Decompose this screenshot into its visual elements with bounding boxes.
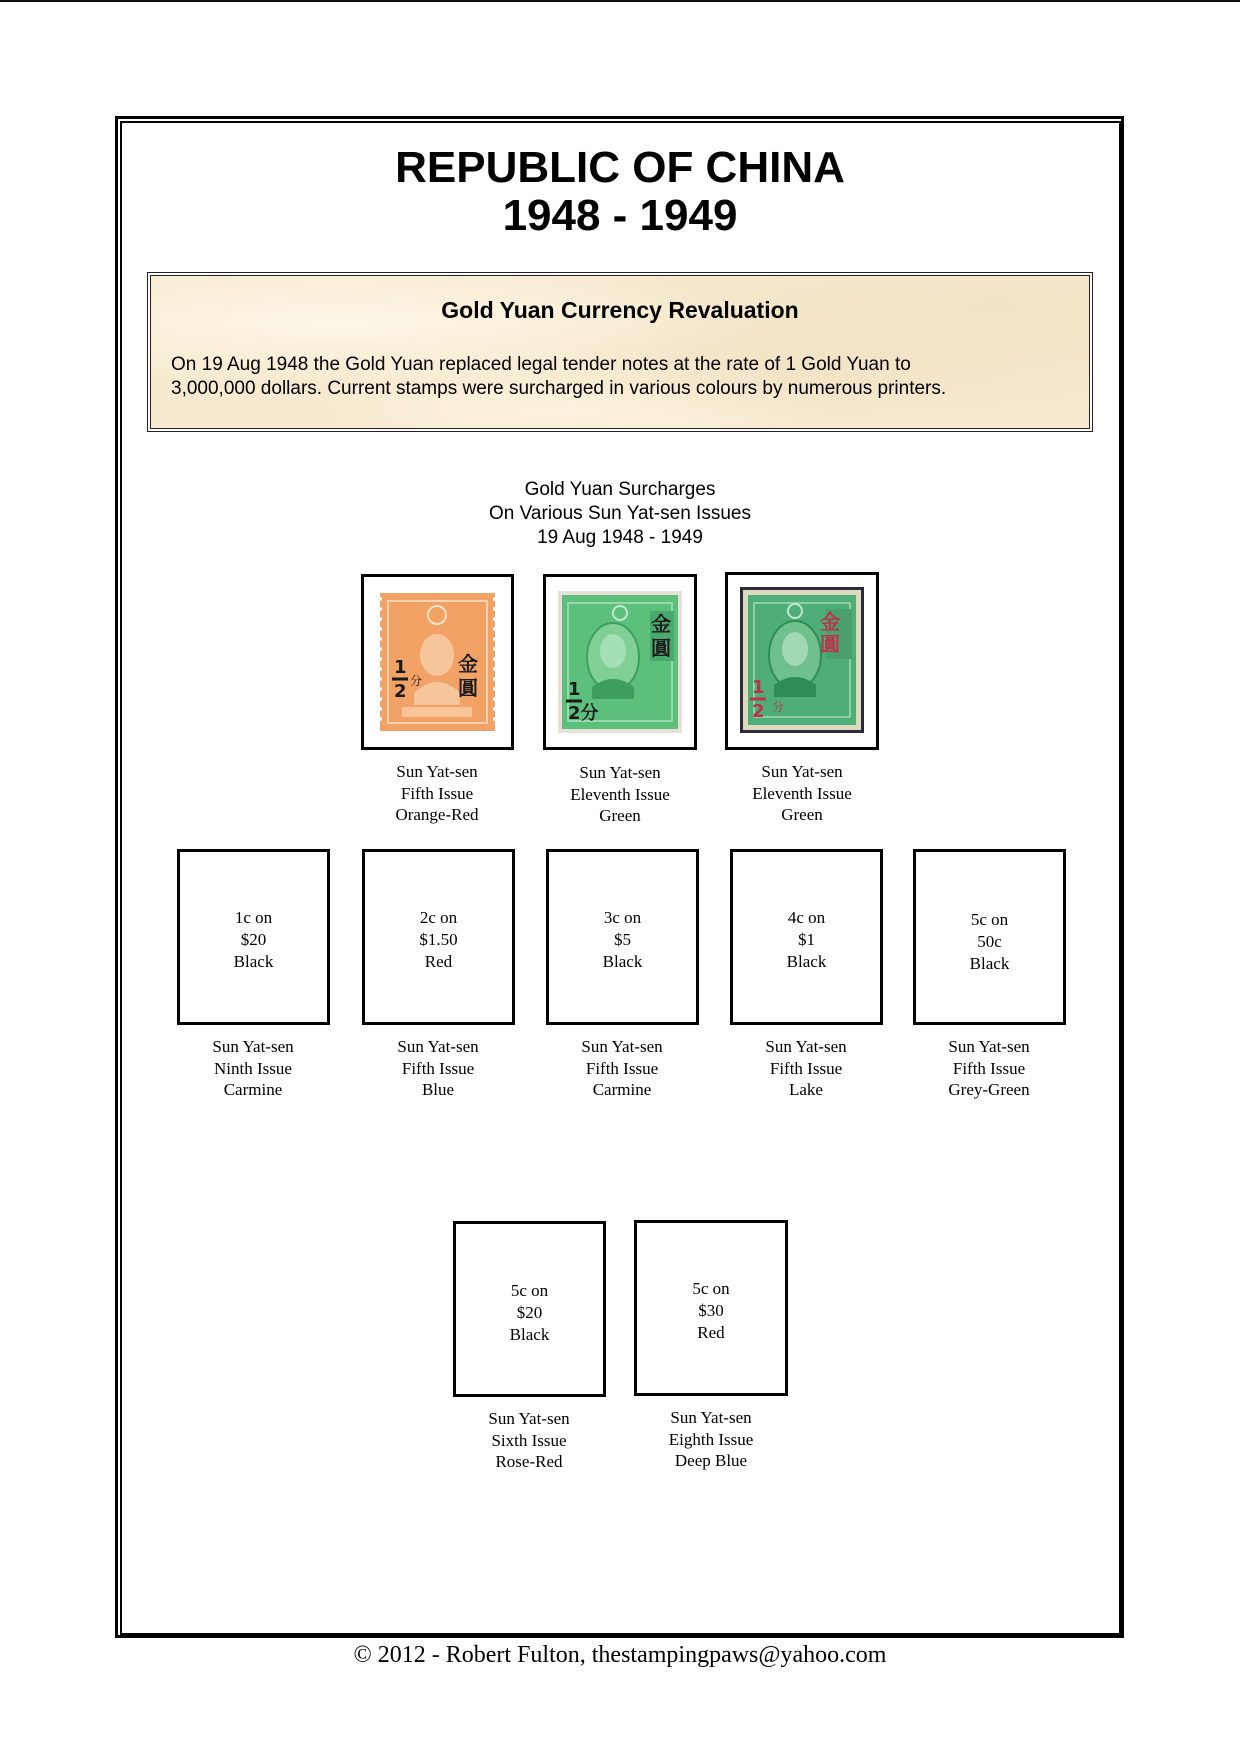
caption-color: Blue	[421, 1080, 455, 1099]
caption-issue: Sixth Issue	[491, 1430, 567, 1450]
stamp-space-description	[180, 907, 327, 973]
caption-design: Sun Yat-sen	[761, 762, 843, 781]
svg-text:1: 1	[752, 677, 765, 698]
page-title: REPUBLIC OF CHINA	[395, 143, 845, 192]
caption-design: Sun Yat-sen	[948, 1037, 1030, 1056]
surcharge-color: Red	[697, 1323, 725, 1342]
surcharge-color: Black	[233, 952, 274, 971]
stamp-illustration-icon	[740, 587, 864, 733]
page-date-range: 1948 - 1949	[502, 191, 738, 240]
stamp-caption	[712, 761, 892, 826]
stamp-space-description	[637, 1278, 785, 1344]
caption-design: Sun Yat-sen	[765, 1037, 847, 1056]
original-value: $30	[698, 1301, 724, 1320]
original-value: $5	[614, 930, 631, 949]
surcharge-color: Red	[424, 952, 453, 971]
caption-issue: Fifth Issue	[401, 1058, 475, 1078]
caption-design: Sun Yat-sen	[396, 762, 478, 781]
stamp-space-description	[456, 1280, 603, 1346]
caption-color: Carmine	[223, 1080, 283, 1099]
stamp-caption	[532, 1036, 712, 1101]
info-box-heading: Gold Yuan Currency Revaluation	[441, 297, 799, 323]
stamp-image	[558, 591, 682, 733]
stamp-caption	[163, 1036, 343, 1101]
svg-text:1: 1	[568, 679, 581, 700]
top-edge-rule	[0, 0, 1240, 2]
caption-design: Sun Yat-sen	[579, 763, 661, 782]
svg-text:分: 分	[772, 700, 785, 714]
stamp-caption	[439, 1408, 619, 1473]
svg-text:圓: 圓	[458, 676, 478, 700]
stamp-caption	[530, 762, 710, 827]
caption-color: Rose-Red	[495, 1452, 563, 1471]
svg-text:2分: 2分	[568, 703, 599, 724]
stamp-caption	[716, 1036, 896, 1101]
original-value: $20	[240, 930, 267, 949]
caption-issue: Eighth Issue	[668, 1429, 754, 1449]
stamp-caption	[347, 761, 527, 826]
caption-color: Lake	[789, 1080, 823, 1099]
caption-issue: Fifth Issue	[585, 1058, 659, 1078]
original-value: 50c	[977, 932, 1002, 951]
svg-text:金: 金	[458, 652, 478, 676]
stamp-space-empty[interactable]	[546, 849, 699, 1025]
caption-issue: Eleventh Issue	[752, 783, 852, 803]
copyright-footer: © 2012 - Robert Fulton, thestampingpaws@yahoo.com	[353, 1642, 887, 1668]
stamp-space-description	[733, 907, 880, 973]
stamp-space-empty[interactable]	[362, 849, 515, 1025]
caption-issue: Ninth Issue	[214, 1058, 292, 1078]
surcharge-color: Black	[969, 954, 1010, 973]
caption-color: Deep Blue	[674, 1451, 748, 1470]
stamp-caption	[621, 1407, 801, 1472]
stamp-space-filled[interactable]	[361, 574, 514, 750]
caption-issue: Fifth Issue	[952, 1058, 1026, 1078]
info-box-text	[171, 353, 1069, 401]
surcharge-color: Black	[602, 952, 643, 971]
caption-design: Sun Yat-sen	[488, 1409, 570, 1428]
info-text-line: 3,000,000 dollars. Current stamps were surcharged in various colours by numerous printers.	[171, 378, 947, 399]
stamp-space-filled[interactable]	[543, 574, 697, 750]
svg-text:金: 金	[651, 612, 671, 636]
original-value: $1.50	[419, 930, 458, 949]
stamp-caption	[348, 1036, 528, 1101]
stamp-space-empty[interactable]	[634, 1220, 788, 1396]
caption-color: Carmine	[592, 1080, 652, 1099]
svg-text:分: 分	[410, 674, 423, 688]
svg-text:1: 1	[394, 657, 407, 678]
info-text-line: On 19 Aug 1948 the Gold Yuan replaced legal tender notes at the rate of 1 Gold Yuan to	[171, 354, 911, 375]
caption-design: Sun Yat-sen	[581, 1037, 663, 1056]
svg-text:圓: 圓	[651, 636, 671, 660]
caption-design: Sun Yat-sen	[212, 1037, 294, 1056]
surcharge-color: Black	[786, 952, 827, 971]
svg-text:圓: 圓	[820, 632, 840, 656]
section-heading	[0, 478, 1240, 550]
section-heading-line: 19 Aug 1948 - 1949	[537, 527, 703, 548]
surcharge-value: 5c on	[970, 910, 1009, 929]
svg-text:2: 2	[394, 681, 407, 702]
info-box	[147, 272, 1093, 432]
surcharge-value: 4c on	[787, 908, 826, 927]
stamp-space-description	[916, 909, 1063, 975]
stamp-image	[380, 593, 495, 731]
caption-color: Orange-Red	[395, 805, 479, 824]
caption-design: Sun Yat-sen	[670, 1408, 752, 1427]
surcharge-value: 1c on	[234, 908, 273, 927]
stamp-space-empty[interactable]	[730, 849, 883, 1025]
svg-text:金: 金	[820, 610, 840, 634]
stamp-image	[740, 587, 864, 733]
stamp-illustration-icon	[558, 591, 682, 733]
stamp-space-empty[interactable]	[913, 849, 1066, 1025]
surcharge-value: 2c on	[419, 908, 458, 927]
stamp-space-description	[365, 907, 512, 973]
section-heading-line: On Various Sun Yat-sen Issues	[489, 503, 751, 524]
surcharge-color: Black	[509, 1325, 550, 1344]
surcharge-value: 5c on	[510, 1281, 549, 1300]
svg-text:2: 2	[752, 701, 765, 722]
caption-issue: Fifth Issue	[769, 1058, 843, 1078]
stamp-space-filled[interactable]	[725, 572, 879, 750]
caption-color: Green	[781, 805, 823, 824]
section-heading-line: Gold Yuan Surcharges	[524, 479, 716, 500]
info-box-parchment	[150, 275, 1090, 429]
stamp-illustration-icon	[380, 593, 495, 731]
caption-design: Sun Yat-sen	[397, 1037, 479, 1056]
original-value: $20	[516, 1303, 543, 1322]
surcharge-value: 3c on	[603, 908, 642, 927]
caption-color: Grey-Green	[948, 1080, 1030, 1099]
surcharge-value: 5c on	[692, 1279, 730, 1298]
stamp-space-empty[interactable]	[453, 1221, 606, 1397]
caption-color: Green	[599, 806, 641, 825]
stamp-space-description	[549, 907, 696, 973]
stamp-caption	[899, 1036, 1079, 1101]
original-value: $1	[798, 930, 815, 949]
caption-issue: Eleventh Issue	[570, 784, 670, 804]
caption-issue: Fifth Issue	[400, 783, 474, 803]
stamp-space-empty[interactable]	[177, 849, 330, 1025]
